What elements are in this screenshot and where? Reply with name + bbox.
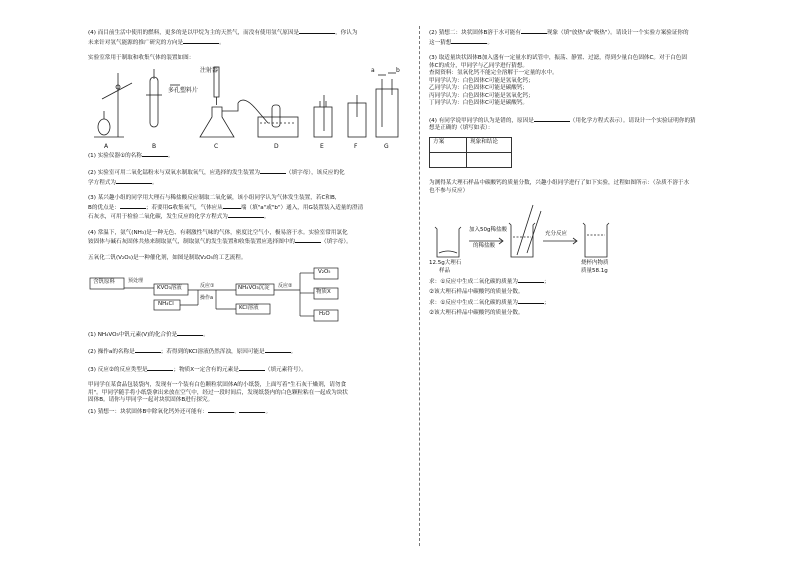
column-divider xyxy=(419,26,420,546)
q4-text-2-end: 。 xyxy=(219,39,225,46)
table-header-result: 现象和结论 xyxy=(467,138,512,153)
c1-paragraph xyxy=(429,277,741,287)
r2-paragraph xyxy=(429,55,741,108)
f2-text-b: ；若得到的KCl溶液仍然浑浊，原因可能是 xyxy=(160,349,265,356)
q4-text-2: 未来针对氢气能源的推广研究的方向是 xyxy=(88,39,184,46)
fig2-remain: 烧杯内物质 xyxy=(581,260,609,267)
answer-blank[interactable] xyxy=(260,168,286,174)
s3-text-d: 端（填"a"或"b"）通入，用G装置装入适量的澄清 xyxy=(240,204,364,211)
q4-text-end: ，你认为 xyxy=(335,30,358,36)
apparatus-drawing xyxy=(88,65,406,151)
d4-paragraph xyxy=(88,407,406,417)
answer-blank[interactable] xyxy=(239,365,265,371)
r1-text-c: 这一猜想 xyxy=(429,39,452,46)
f2-paragraph xyxy=(88,347,406,357)
r3-text-b: （用化学方程式表示）。请设计一个实验证明你的猜 xyxy=(569,117,696,124)
flow-kvo3: KVO₃溶液 xyxy=(157,284,182,291)
fig2-sample: 12.5g大理石 xyxy=(429,260,462,267)
v2o5-intro: 五氧化二钒(V₂O₅)是一种催化剂，如图是制取V₂O₅的工艺流程。 xyxy=(88,255,247,262)
answer-blank[interactable] xyxy=(239,407,265,413)
answer-blank[interactable] xyxy=(135,347,161,353)
r2-text-f: 丙同学认为：白色固体C可能是氢氧化钙； xyxy=(429,92,534,99)
r1-text: (2) 猜想二：块状固体B溶于水可能有 xyxy=(429,30,521,36)
fig2-add: 加入50g稀盐酸 xyxy=(469,227,507,234)
answer-blank[interactable] xyxy=(116,178,152,184)
fig2-react: 充分反应 xyxy=(545,231,568,238)
r2-text-c: 查阅资料：氢氧化钙不能完全溶解于一定量的水中。 xyxy=(429,70,558,77)
answer-table xyxy=(429,137,512,168)
c1-end: ； xyxy=(543,279,550,286)
flow-kcl: KCl溶液 xyxy=(239,304,259,311)
s2-text-c: 学方程式为 xyxy=(88,179,116,186)
s4-text: (4) 常温下，氨气(NH₃)是一种无色、有刺激性气味的气体，密度比空气小，极易溶于水。实验室常用氯化 xyxy=(88,229,348,236)
s3-text: (3) 某兴趣小组的同学用大理石与稀盐酸反应制取二氧化碳，该小组同学认为气体发生装置，若C和B, xyxy=(88,195,337,202)
right-column xyxy=(429,28,741,319)
r2-text-d: 甲同学认为：白色固体C可能是氢氧化钙； xyxy=(429,77,534,84)
r3-text-c: 想是正确的（填写如表）： xyxy=(429,125,494,132)
s1-text: (1) 实验仪器①的名称 xyxy=(88,152,142,159)
fig-label-F: F xyxy=(354,142,358,150)
lab-intro: 实验室常用于制取和收集气体的装置如图： xyxy=(88,55,195,62)
answer-blank[interactable] xyxy=(228,212,264,218)
c3-end: ； xyxy=(543,300,550,307)
table-cell-scheme[interactable] xyxy=(430,153,467,168)
d4-text: (1) 猜想一：块状固体B中除氧化钙外还可能有： xyxy=(88,408,208,415)
d-text-1: 甲同学在某食品包装袋内，发现有一个装有白色颗粒状固体A的小纸袋，上面写着"生石灰干燥剂，请勿食 xyxy=(88,382,347,389)
answer-blank[interactable] xyxy=(299,28,335,34)
answer-blank[interactable] xyxy=(223,203,241,209)
answer-blank[interactable] xyxy=(177,330,203,336)
s2-text-d: 。 xyxy=(151,179,158,186)
flow-x: 物质X xyxy=(316,288,331,295)
apparatus-figure xyxy=(88,65,406,151)
flow-op: 操作a xyxy=(200,294,214,301)
flow-v2o5: V₂O₅ xyxy=(318,268,331,275)
c3-text: 求：①反应中生成二氧化碳的质量为 xyxy=(429,300,518,307)
f3-text-c: （填元素符号）。 xyxy=(264,366,307,373)
syringe-label: 注射器 xyxy=(200,66,219,74)
fig-label-A: A xyxy=(104,142,109,150)
answer-blank[interactable] xyxy=(208,407,234,413)
r2-text-e: 乙同学认为：白色固体C可能是碳酸钙； xyxy=(429,85,529,92)
fig2-add2: 的稀盐酸 xyxy=(473,243,496,250)
marble-figure xyxy=(429,197,741,277)
d4-end: 。 xyxy=(265,408,272,415)
table-header-scheme: 方案 xyxy=(430,138,467,153)
plate-label: 多孔塑料片 xyxy=(168,86,199,94)
s4-text-b: 铵固体与碱石灰固体共热来制取氨气，制取氨气的发生装置和收集装置应选择图中的 xyxy=(88,239,295,246)
f1-paragraph xyxy=(88,330,406,340)
flow-nh4vo3: NH₄VO₃沉淀 xyxy=(238,284,270,291)
s2-text: (2) 实验室可用二氧化锰粉末与双氧水制取氧气，应选择的发生装置为 xyxy=(88,170,260,177)
r1-text-b: 现象（填"放热"或"吸热"）。请设计一个实验方案验证你的 xyxy=(546,30,689,36)
f3-text: (3) 反应②的反应类型是 xyxy=(88,366,148,373)
s1-end: 。 xyxy=(167,152,174,159)
r1-paragraph xyxy=(429,28,741,47)
fig2-sample2: 样品 xyxy=(439,268,451,275)
answer-blank[interactable] xyxy=(451,38,487,44)
answer-blank[interactable] xyxy=(534,116,570,122)
answer-blank[interactable] xyxy=(295,237,321,243)
s1-paragraph xyxy=(88,151,406,161)
c2-paragraph: ②该大理石样品中碳酸钙的质量分数。 xyxy=(429,288,524,295)
marble-intro xyxy=(429,180,741,195)
flow-r2: 反应② xyxy=(278,282,293,289)
flow-h2o: H₂O xyxy=(319,310,330,317)
fig-label-G: G xyxy=(384,142,389,150)
s3-text-f: 。 xyxy=(263,214,270,221)
s4-text-c: （填字母）。 xyxy=(320,239,352,246)
table-cell-result[interactable] xyxy=(467,153,512,168)
r3-text: (4) 有同学说甲同学的认为是错的，原因是 xyxy=(429,117,534,124)
fig2-remain2: 质量58.1g xyxy=(581,268,608,275)
answer-blank[interactable] xyxy=(518,298,544,304)
q4-text: (4) 而目前生活中使用的燃料，更多的是以甲烷为主的天然气，而没有使用氢气原因是 xyxy=(88,30,300,36)
v2o5-flowchart xyxy=(88,266,406,326)
port-a-label: a xyxy=(371,66,375,74)
m-text-2: 也不参与反应） xyxy=(429,187,469,194)
s4-paragraph xyxy=(88,230,406,247)
s3-text-b: B的优点是： xyxy=(88,204,120,211)
r1-text-d: 。 xyxy=(487,39,493,46)
f1-end: 。 xyxy=(203,331,209,338)
desiccant-paragraph xyxy=(88,382,406,405)
fig-label-C: C xyxy=(214,142,219,150)
flow-pre: 预处理 xyxy=(128,277,144,284)
answer-blank[interactable] xyxy=(265,347,291,353)
fig-label-B: B xyxy=(152,142,157,150)
d-text-3: 固体B。请你与甲同学一起对块状固体B进行探究。 xyxy=(88,397,214,404)
r3-paragraph xyxy=(429,116,741,133)
f3-text-b: ；物质X一定含有的元素是 xyxy=(173,366,239,373)
fig-label-D: D xyxy=(274,142,279,150)
s3-text-e: 石灰水，可用于检验二氧化碳，发生反应的化学方程式为 xyxy=(88,214,228,221)
c3-paragraph xyxy=(429,298,741,308)
answer-blank[interactable] xyxy=(521,28,547,34)
f2-text: (2) 操作a的名称是 xyxy=(88,349,135,356)
answer-blank[interactable] xyxy=(183,38,219,44)
flow-r1: 反应① xyxy=(200,282,215,289)
flowchart-arrows xyxy=(88,266,406,326)
q4-paragraph xyxy=(88,28,406,47)
m-text-1: 为测得某大理石样品中碳酸钙的质量分数，兴趣小组同学进行了如下实验，过程如图所示：（杂质不溶于水 xyxy=(429,180,690,187)
answer-blank[interactable] xyxy=(518,277,544,283)
f2-text-c: 。 xyxy=(290,349,297,356)
flow-raw: 含钒原料 xyxy=(93,278,116,285)
fig-label-E: E xyxy=(320,142,324,150)
left-column xyxy=(88,28,406,418)
f3-paragraph xyxy=(88,365,406,375)
r2-text-g: 丁同学认为：白色固体C可能是碳酸钙。 xyxy=(429,100,529,107)
port-b-label: b xyxy=(396,66,400,74)
answer-blank[interactable] xyxy=(142,151,168,157)
answer-blank[interactable] xyxy=(147,365,173,371)
c4-paragraph: ②该大理石样品中碳酸钙的质量分数。 xyxy=(429,309,524,316)
f1-text: (1) NH₄VO₃中钒元素(V)的化合价是 xyxy=(88,331,178,338)
r2-text: (3) 取适量块状固体B加入盛有一定量水的试管中，振荡、静置、过滤，得到少量白色固体C。对于白色固 xyxy=(429,55,687,62)
c1-text: 求：①反应中生成二氧化碳的质量为 xyxy=(429,279,518,286)
flow-nh4cl: NH₄Cl xyxy=(158,300,174,307)
r2-text-b: 体C的成分，甲同学与乙同学进行猜想。 xyxy=(429,62,529,69)
s3-paragraph xyxy=(88,195,406,222)
d-text-2: 用"。甲同学随手将小纸袋拿出来放在空气中，经过一段时间后，发现纸袋内的白色颗粒粘在一起成为块状 xyxy=(88,389,348,396)
s2-paragraph xyxy=(88,168,406,187)
d4-mid: 、 xyxy=(233,408,240,415)
s3-text-c: ；若要用G收集氧气，气体应从 xyxy=(145,204,223,211)
s2-text-b: （填字母），该反应的化 xyxy=(285,170,345,177)
answer-blank[interactable] xyxy=(120,203,146,209)
